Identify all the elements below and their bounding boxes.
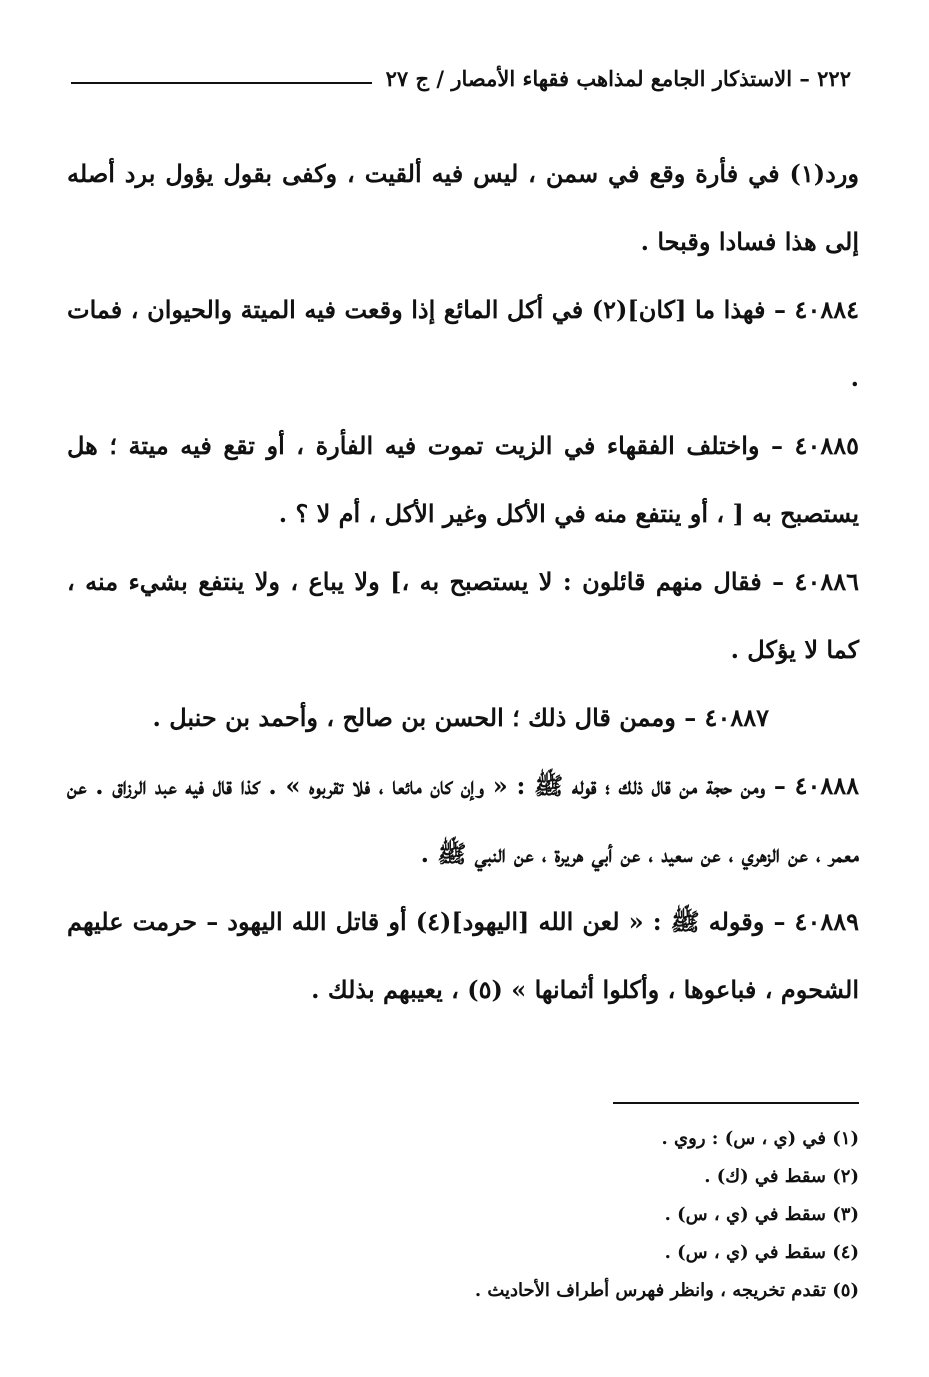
main-text <box>67 140 859 1024</box>
paragraph-40888: ٤٠٨٨٨ – ومن حجة من قال ذلك ؛ قوله ﷺ : « وإن كان مائعا ، فلا تقربوه » . كذا قال فيه عبد الرزاق . عن معمر ، عن الزهري ، عن سعيد ، عن أبي هريرة ، عن النبي ﷺ . <box>67 771 860 868</box>
running-header <box>71 58 851 98</box>
paragraph-40884: ٤٠٨٨٤ – فهذا ما [كان](٢) في أكل المائع إذا وقعت فيه الميتة والحيوان ، فمات . <box>67 295 859 392</box>
paragraph-continuation: ورد(١) في فأرة وقع في سمن ، ليس فيه ألقيت ، وكفى بقول يؤول برد أصله إلى هذا فسادا وقبحا . <box>67 159 859 256</box>
footnote-4: (٤) سقط في (ي ، س) . <box>664 1242 859 1263</box>
footnote-separator <box>613 1102 859 1104</box>
paragraph-40889: ٤٠٨٨٩ – وقوله ﷺ : « لعن الله [اليهود](٤) أو قاتل الله اليهود – حرمت عليهم الشحوم ، فباعوها ، وأكلوا أثمانها » (٥) ، يعيبهم بذلك . <box>67 907 859 1004</box>
paragraph-40886: ٤٠٨٨٦ – فقال منهم قائلون : لا يستصبح به ،] ولا يباع ، ولا ينتفع بشيء منه ، كما لا يؤكل . <box>67 567 859 664</box>
footnotes <box>69 1120 859 1310</box>
footnote-1: (١) في (ي ، س) : روي . <box>661 1128 859 1149</box>
footnote-2: (٢) سقط في (ك) . <box>704 1166 859 1187</box>
footnote-5: (٥) تقدم تخريجه ، وانظر فهرس أطراف الأحاديث . <box>474 1280 859 1301</box>
header-title: ٢٢٢ – الاستذكار الجامع لمذاهب فقهاء الأمصار / ج ٢٧ <box>385 65 851 91</box>
footnote-3: (٣) سقط في (ي ، س) . <box>664 1204 859 1225</box>
header-rule <box>71 82 372 84</box>
paragraph-40885: ٤٠٨٨٥ – واختلف الفقهاء في الزيت تموت فيه الفأرة ، أو تقع فيه ميتة ؛ هل يستصبح به [ ، أو ينتفع منه في الأكل وغير الأكل ، أم لا ؟ . <box>67 431 859 528</box>
paragraph-40887: ٤٠٨٨٧ – وممن قال ذلك ؛ الحسن بن صالح ، وأحمد بن حنبل . <box>152 703 769 732</box>
